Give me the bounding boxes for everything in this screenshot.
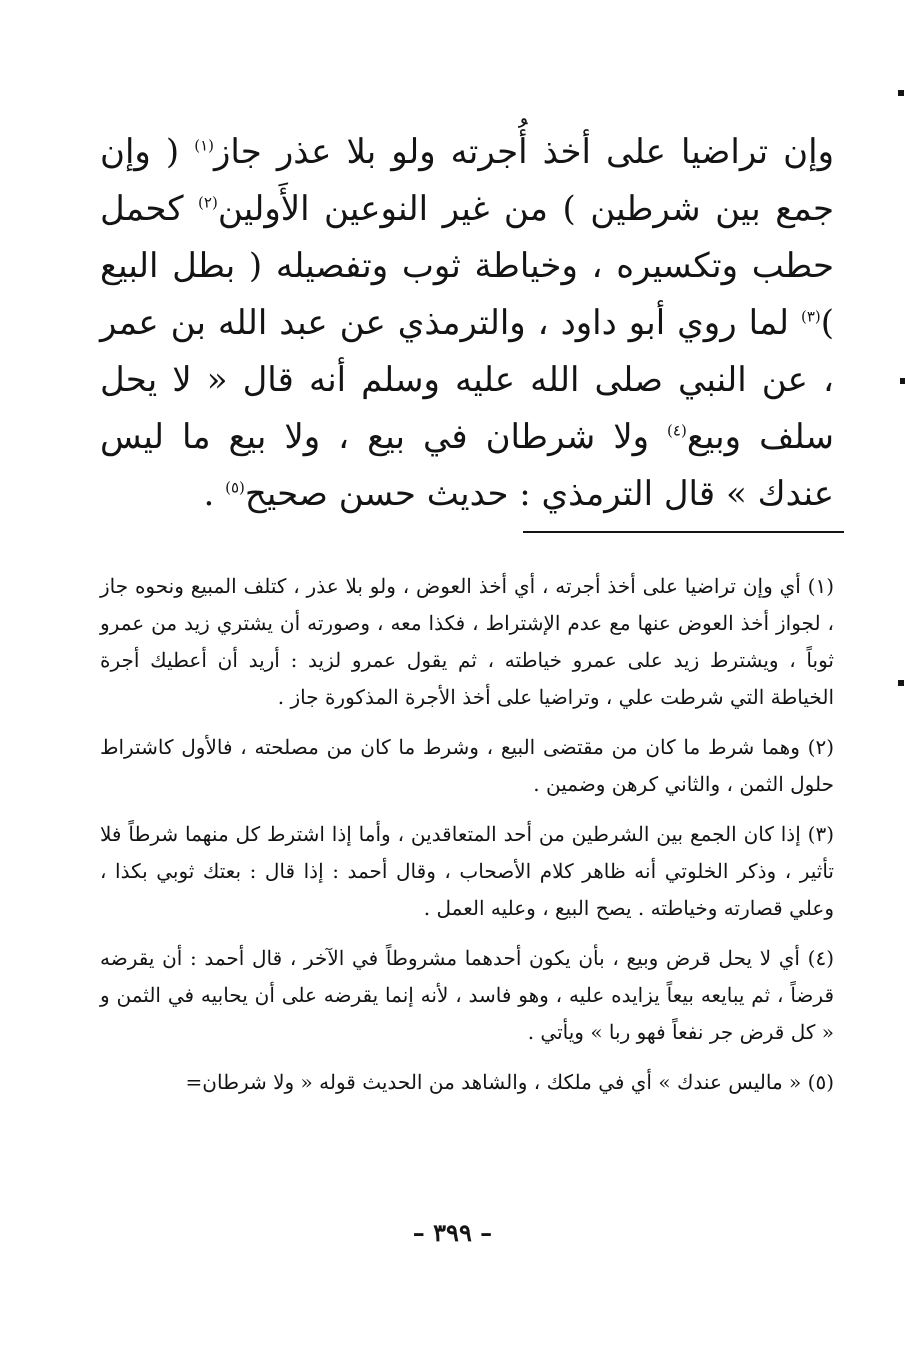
footnote-marker: (٢) xyxy=(198,193,218,212)
footnote-marker: (٤) xyxy=(667,421,687,440)
footnote-2: (٢) وهما شرط ما كان من مقتضى البيع ، وشرط ما كان من مصلحته ، فالأول كاشتراط حلول الثمن ، والثاني كرهن وضمين . xyxy=(100,735,834,796)
footnote-marker: (٣) xyxy=(800,307,821,326)
footnote-marker: (١) xyxy=(194,136,214,155)
margin-mark xyxy=(900,378,905,384)
main-text-segment: ( وإن جمع بين شرطين ) من غير النوعين الأَولين xyxy=(100,132,834,229)
footnote-separator xyxy=(523,531,844,533)
footnote-3: (٣) إذا كان الجمع بين الشرطين من أحد المتعاقدين ، وأما إذا اشترط كل منهما شرطاً فلا تأثير ، وذكر الخلوتي أنه ظاهر كلام الأصحاب ، وقال أحمد : إذا قال : بعتك ثوبي بكذا ، وعلي قصارته وخياطته . يصح البيع ، وعليه العمل . xyxy=(100,822,834,920)
main-text xyxy=(100,124,834,523)
footnote-1: (١) أي وإن تراضيا على أخذ أجرته ، أي أخذ العوض ، ولو بلا عذر ، كتلف المبيع ونحوه جاز ، لجواز أخذ العوض عنها مع عدم الإشتراط ، فكذا معه ، وصورته أن يشتري زيد من عمرو ثوباً ، ويشترط زيد على عمرو خياطته ، ثم يقول عمرو لزيد : أريد أن أعطيك أجرة الخياطة التي شرطت علي ، وتراضيا على أخذ الأجرة المذكورة جاز . xyxy=(100,574,834,709)
footnotes xyxy=(100,568,834,1114)
main-text-segment: كحمل حطب وتكسيره ، وخياطة ثوب وتفصيله ( بطل البيع ) xyxy=(100,189,834,343)
footnote-5: (٥) « ماليس عندك » أي في ملكك ، والشاهد من الحديث قوله « ولا شرطان= xyxy=(185,1070,834,1094)
margin-mark xyxy=(898,90,904,96)
footnote-marker: (٥) xyxy=(225,478,245,497)
footnote-4: (٤) أي لا يحل قرض وبيع ، بأن يكون أحدهما مشروطاً في الآخر ، قال أحمد : أن يقرضه قرضاً ، ثم يبايعه بيعاً يزايده عليه ، وهو فاسد ، لأنه إنما يقرضه على أن يحابيه في الثمن و « كل قرض جر نفعاً فهو ربا » ويأتي . xyxy=(100,946,835,1044)
page-number: – ٣٩٩ – xyxy=(412,1218,493,1247)
margin-mark xyxy=(898,680,904,686)
main-text-segment: ولا شرطان في بيع ، ولا بيع ما ليس عندك » قال الترمذي : حديث حسن صحيح xyxy=(100,417,834,514)
main-text-segment: لما روي أبو داود ، والترمذي عن عبد الله بن عمر ، عن النبي صلى الله عليه وسلم أنه قال « لا يحل سلف وبيع xyxy=(100,303,835,457)
main-text-segment: . xyxy=(203,474,226,514)
main-text-segment: وإن تراضيا على أخذ أُجرته ولو بلا عذر جاز xyxy=(214,132,834,172)
